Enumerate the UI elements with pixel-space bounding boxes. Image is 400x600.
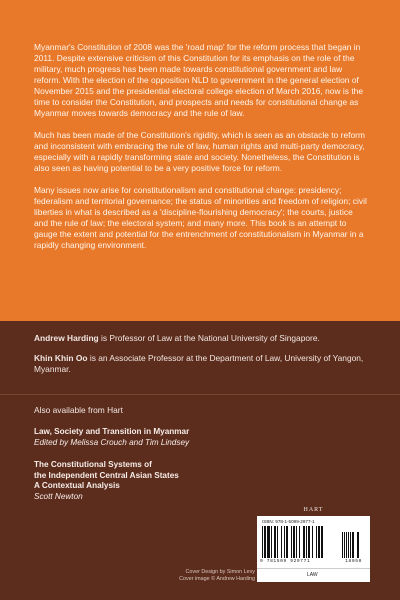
blurb-paragraph-2: Much has been made of the Constitution's rigidity, which is seen as an obstacle to reform and inconsistent with embracing the rule of law, human rights and multi-party democracy, especially with a rapidly transforming state and society. Nonetheless, the Constitution is also seen as having potential to be a very positive force for reform. — [34, 130, 365, 173]
design-credit: Cover Design by Simon Levy — [185, 569, 255, 575]
blurb-text — [34, 42, 368, 262]
barcode-panel — [257, 507, 370, 581]
subject-label: LAW — [307, 572, 318, 578]
author-description: is an Associate Professor at the Department of Law, University of Yangon, Myanmar. — [34, 353, 364, 374]
book-subtitle: A Contextual Analysis — [34, 481, 120, 490]
also-available-heading: Also available from Hart — [34, 405, 123, 415]
book-author: Scott Newton — [34, 491, 83, 501]
book-title-line: the Independent Central Asian States — [34, 470, 179, 480]
author-bio — [34, 353, 374, 375]
author-bio — [34, 333, 374, 344]
barcode-bars — [262, 526, 364, 558]
book-listing — [34, 460, 374, 502]
barcode-digits — [260, 559, 366, 564]
author-name: Khin Khin Oo — [34, 353, 88, 363]
image-credit: Cover image © Andrew Harding — [179, 576, 255, 582]
author-bios — [34, 333, 374, 384]
author-description: is Professor of Law at the National University of Singapore. — [98, 333, 320, 343]
cover-credits — [179, 569, 255, 583]
ean-digits: 9 781509 929771 — [260, 559, 311, 564]
book-listing — [34, 427, 374, 448]
blurb-paragraph-1: Myanmar's Constitution of 2008 was the 'road map' for the reform process that began in 2011. Despite extensive criticism of this Constitution for its emphasis on the role of the military, much progress has been made towards constitutional government and law reform. With the election of the opposition NLD to government in the general election of November 2015 and the presidential electoral college election of March 2016, now is the time to consider the Constitution, and prospects and needs for constitutional change as Myanmar moves towards democracy and the rule of law. — [34, 42, 364, 118]
author-name: Andrew Harding — [34, 333, 99, 343]
book-title-line: The Constitutional Systems of — [34, 460, 152, 469]
blurb-paragraph-3: Many issues now arise for constitutionalism and constitutional change: presidency; federalism and territorial governance; the status of minorities and freedom of religion; civil liberties in what is described as a 'discipline-flourishing democracy'; the courts, justice and the rule of law; the electoral system; and many more. This book is an attempt to gauge the extent and potential for the entrenchment of constitutionalism in Myanmar in a rapidly changing environment. — [34, 185, 367, 250]
isbn-label: ISBN: 978-1-5099-2977-1 — [262, 519, 315, 524]
also-available-section — [34, 405, 374, 514]
publisher-logo: HART — [303, 507, 324, 513]
book-title: Law, Society and Transition in Myanmar — [34, 427, 190, 436]
subject-strip — [257, 568, 370, 582]
price-addon: 18050 — [345, 559, 362, 564]
book-author: Edited by Melissa Crouch and Tim Lindsey — [34, 437, 190, 447]
section-divider — [0, 394, 400, 395]
